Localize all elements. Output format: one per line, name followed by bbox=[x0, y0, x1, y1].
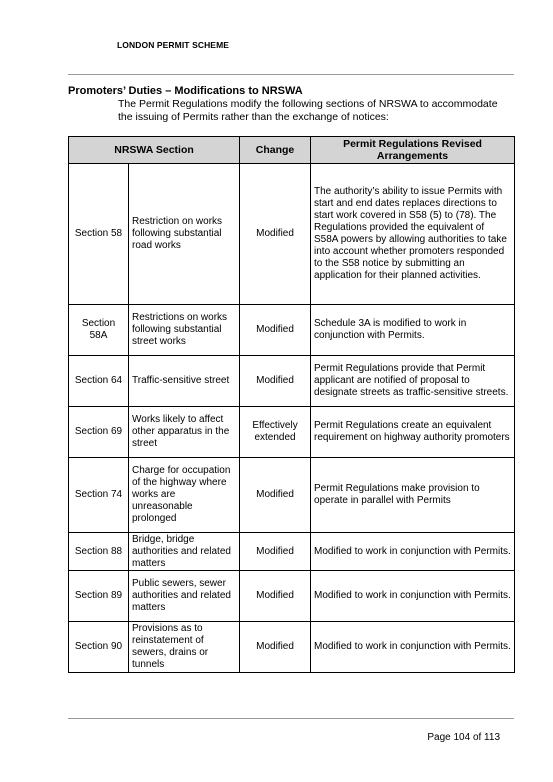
intro-paragraph: The Permit Regulations modify the following sections of NRSWA to accommodate the issuing of Permits rather than the exchange of notices: bbox=[118, 98, 498, 123]
change-cell: Modified bbox=[240, 164, 311, 305]
footer-divider bbox=[68, 718, 514, 719]
change-cell: Modified bbox=[240, 458, 311, 533]
section-cell: Section 69 bbox=[69, 407, 129, 458]
restriction-cell: Bridge, bridge authorities and related matters bbox=[129, 533, 240, 571]
table-row bbox=[69, 458, 515, 533]
restriction-cell: Provisions as to reinstatement of sewers, drains or tunnels bbox=[129, 622, 240, 673]
change-cell: Modified bbox=[240, 571, 311, 622]
header-nrswa-section: NRSWA Section bbox=[69, 137, 240, 164]
table-row bbox=[69, 356, 515, 407]
change-cell: Modified bbox=[240, 622, 311, 673]
nrswa-modifications-table bbox=[68, 136, 515, 673]
arrangement-cell: Schedule 3A is modified to work in conjunction with Permits. bbox=[311, 305, 515, 356]
section-cell: Section 90 bbox=[69, 622, 129, 673]
section-cell: Section 89 bbox=[69, 571, 129, 622]
arrangement-cell: Modified to work in conjunction with Permits. bbox=[311, 533, 515, 571]
change-cell: Modified bbox=[240, 305, 311, 356]
arrangement-cell: Permit Regulations create an equivalent requirement on highway authority promoters bbox=[311, 407, 515, 458]
restriction-cell: Restrictions on works following substantial street works bbox=[129, 305, 240, 356]
header-change: Change bbox=[240, 137, 311, 164]
change-cell: Modified bbox=[240, 356, 311, 407]
section-title: Promoters’ Duties – Modifications to NRSWA bbox=[68, 85, 303, 97]
table-row bbox=[69, 407, 515, 458]
section-cell: Section 88 bbox=[69, 533, 129, 571]
page-number: Page 104 of 113 bbox=[427, 732, 500, 743]
arrangement-cell: The authority’s ability to issue Permits with start and end dates replaces directions to start work covered in S58 (5) to (78). The Regulations provided the equivalent of S58A powers by allowing authorities to take into account whether promoters responded to the S58 notice by submitting an application for their planned activities. bbox=[311, 164, 515, 305]
restriction-cell: Charge for occupation of the highway where works are unreasonable prolonged bbox=[129, 458, 240, 533]
table-row bbox=[69, 533, 515, 571]
restriction-cell: Restriction on works following substantial road works bbox=[129, 164, 240, 305]
header-revised-arrangements: Permit Regulations Revised Arrangements bbox=[311, 137, 515, 164]
header-divider bbox=[68, 74, 514, 75]
table-row bbox=[69, 164, 515, 305]
restriction-cell: Public sewers, sewer authorities and related matters bbox=[129, 571, 240, 622]
table-row bbox=[69, 622, 515, 673]
table-row bbox=[69, 571, 515, 622]
running-header: LONDON PERMIT SCHEME bbox=[117, 40, 230, 50]
table-row bbox=[69, 305, 515, 356]
arrangement-cell: Modified to work in conjunction with Permits. bbox=[311, 571, 515, 622]
arrangement-cell: Permit Regulations make provision to operate in parallel with Permits bbox=[311, 458, 515, 533]
section-cell: Section 58 bbox=[69, 164, 129, 305]
table-header-row bbox=[69, 137, 515, 164]
restriction-cell: Works likely to affect other apparatus in the street bbox=[129, 407, 240, 458]
arrangement-cell: Modified to work in conjunction with Permits. bbox=[311, 622, 515, 673]
restriction-cell: Traffic-sensitive street bbox=[129, 356, 240, 407]
arrangement-cell: Permit Regulations provide that Permit applicant are notified of proposal to designate streets as traffic-sensitive streets. bbox=[311, 356, 515, 407]
section-cell: Section 58A bbox=[69, 305, 129, 356]
change-cell: Effectively extended bbox=[240, 407, 311, 458]
change-cell: Modified bbox=[240, 533, 311, 571]
section-cell: Section 74 bbox=[69, 458, 129, 533]
section-cell: Section 64 bbox=[69, 356, 129, 407]
